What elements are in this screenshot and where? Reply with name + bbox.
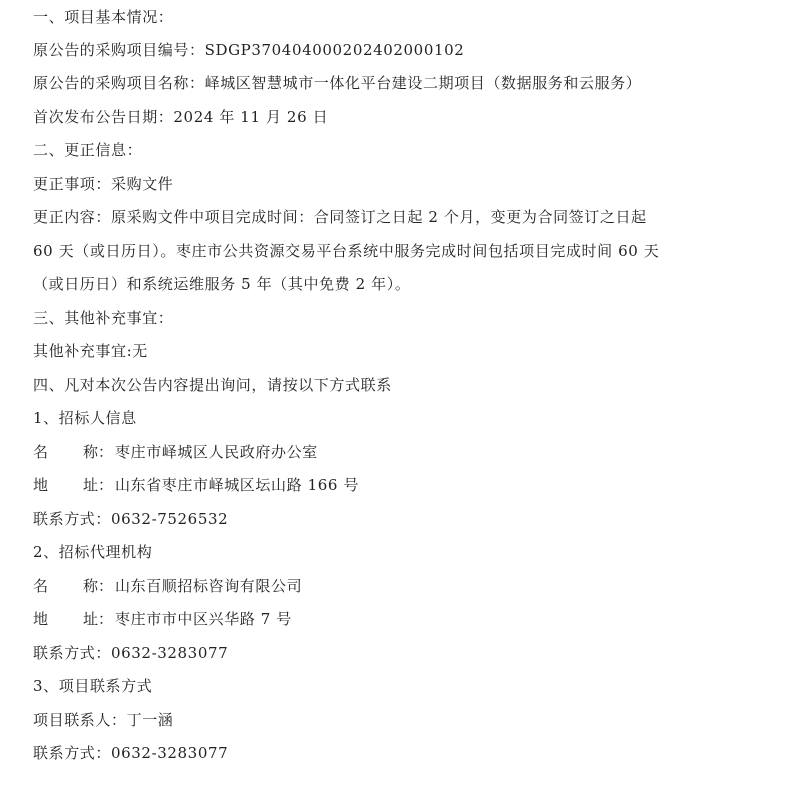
tenderer-address [33,475,359,495]
section-2-heading: 二、更正信息： [33,141,143,159]
agency-name-value: 山东百顺招标咨询有限公司 [115,577,303,595]
correction-content-line-1: 更正内容：原采购文件中项目完成时间：合同签订之日起 2 个月，变更为合同签订之日起 [33,208,647,226]
tenderer-contact: 联系方式：0632-7526532 [33,510,229,528]
section-1-heading: 一、项目基本情况： [33,8,174,26]
agency-name-label: 名 称： [33,577,114,595]
other-matters: 其他补充事宜:无 [33,342,148,360]
correction-content-line-3: （或日历日）和系统运维服务 5 年（其中免费 2 年）。 [33,275,411,293]
original-project-number: 原公告的采购项目编号：SDGP370404000202402000102 [33,41,465,59]
agency-address [33,609,292,629]
agency-address-label: 地 址： [33,610,114,628]
tenderer-name-label: 名 称： [33,443,114,461]
agency-contact: 联系方式：0632-3283077 [33,644,229,662]
project-contact-phone: 联系方式：0632-3283077 [33,744,229,762]
agency-address-value: 枣庄市市中区兴华路 7 号 [115,610,292,628]
project-contact-person: 项目联系人：丁一涵 [33,711,174,729]
tenderer-address-value: 山东省枣庄市峄城区坛山路 166 号 [115,476,359,494]
section-3-heading: 三、其他补充事宜： [33,309,174,327]
agency-heading: 2、招标代理机构 [33,543,153,561]
section-4-heading: 四、凡对本次公告内容提出询问，请按以下方式联系 [33,376,392,394]
agency-name [33,576,302,596]
tenderer-name [33,442,318,462]
original-project-name: 原公告的采购项目名称：峄城区智慧城市一体化平台建设二期项目（数据服务和云服务） [33,74,642,92]
correction-content-line-2: 60 天（或日历日）。枣庄市公共资源交易平台系统中服务完成时间包括项目完成时间 60 天 [33,242,660,260]
tenderer-address-label: 地 址： [33,476,114,494]
first-publish-date: 首次发布公告日期：2024 年 11 月 26 日 [33,108,329,126]
tenderer-name-value: 枣庄市峄城区人民政府办公室 [115,443,318,461]
project-contact-heading: 3、项目联系方式 [33,677,153,695]
correction-item: 更正事项：采购文件 [33,175,174,193]
tenderer-info-heading: 1、招标人信息 [33,409,137,427]
